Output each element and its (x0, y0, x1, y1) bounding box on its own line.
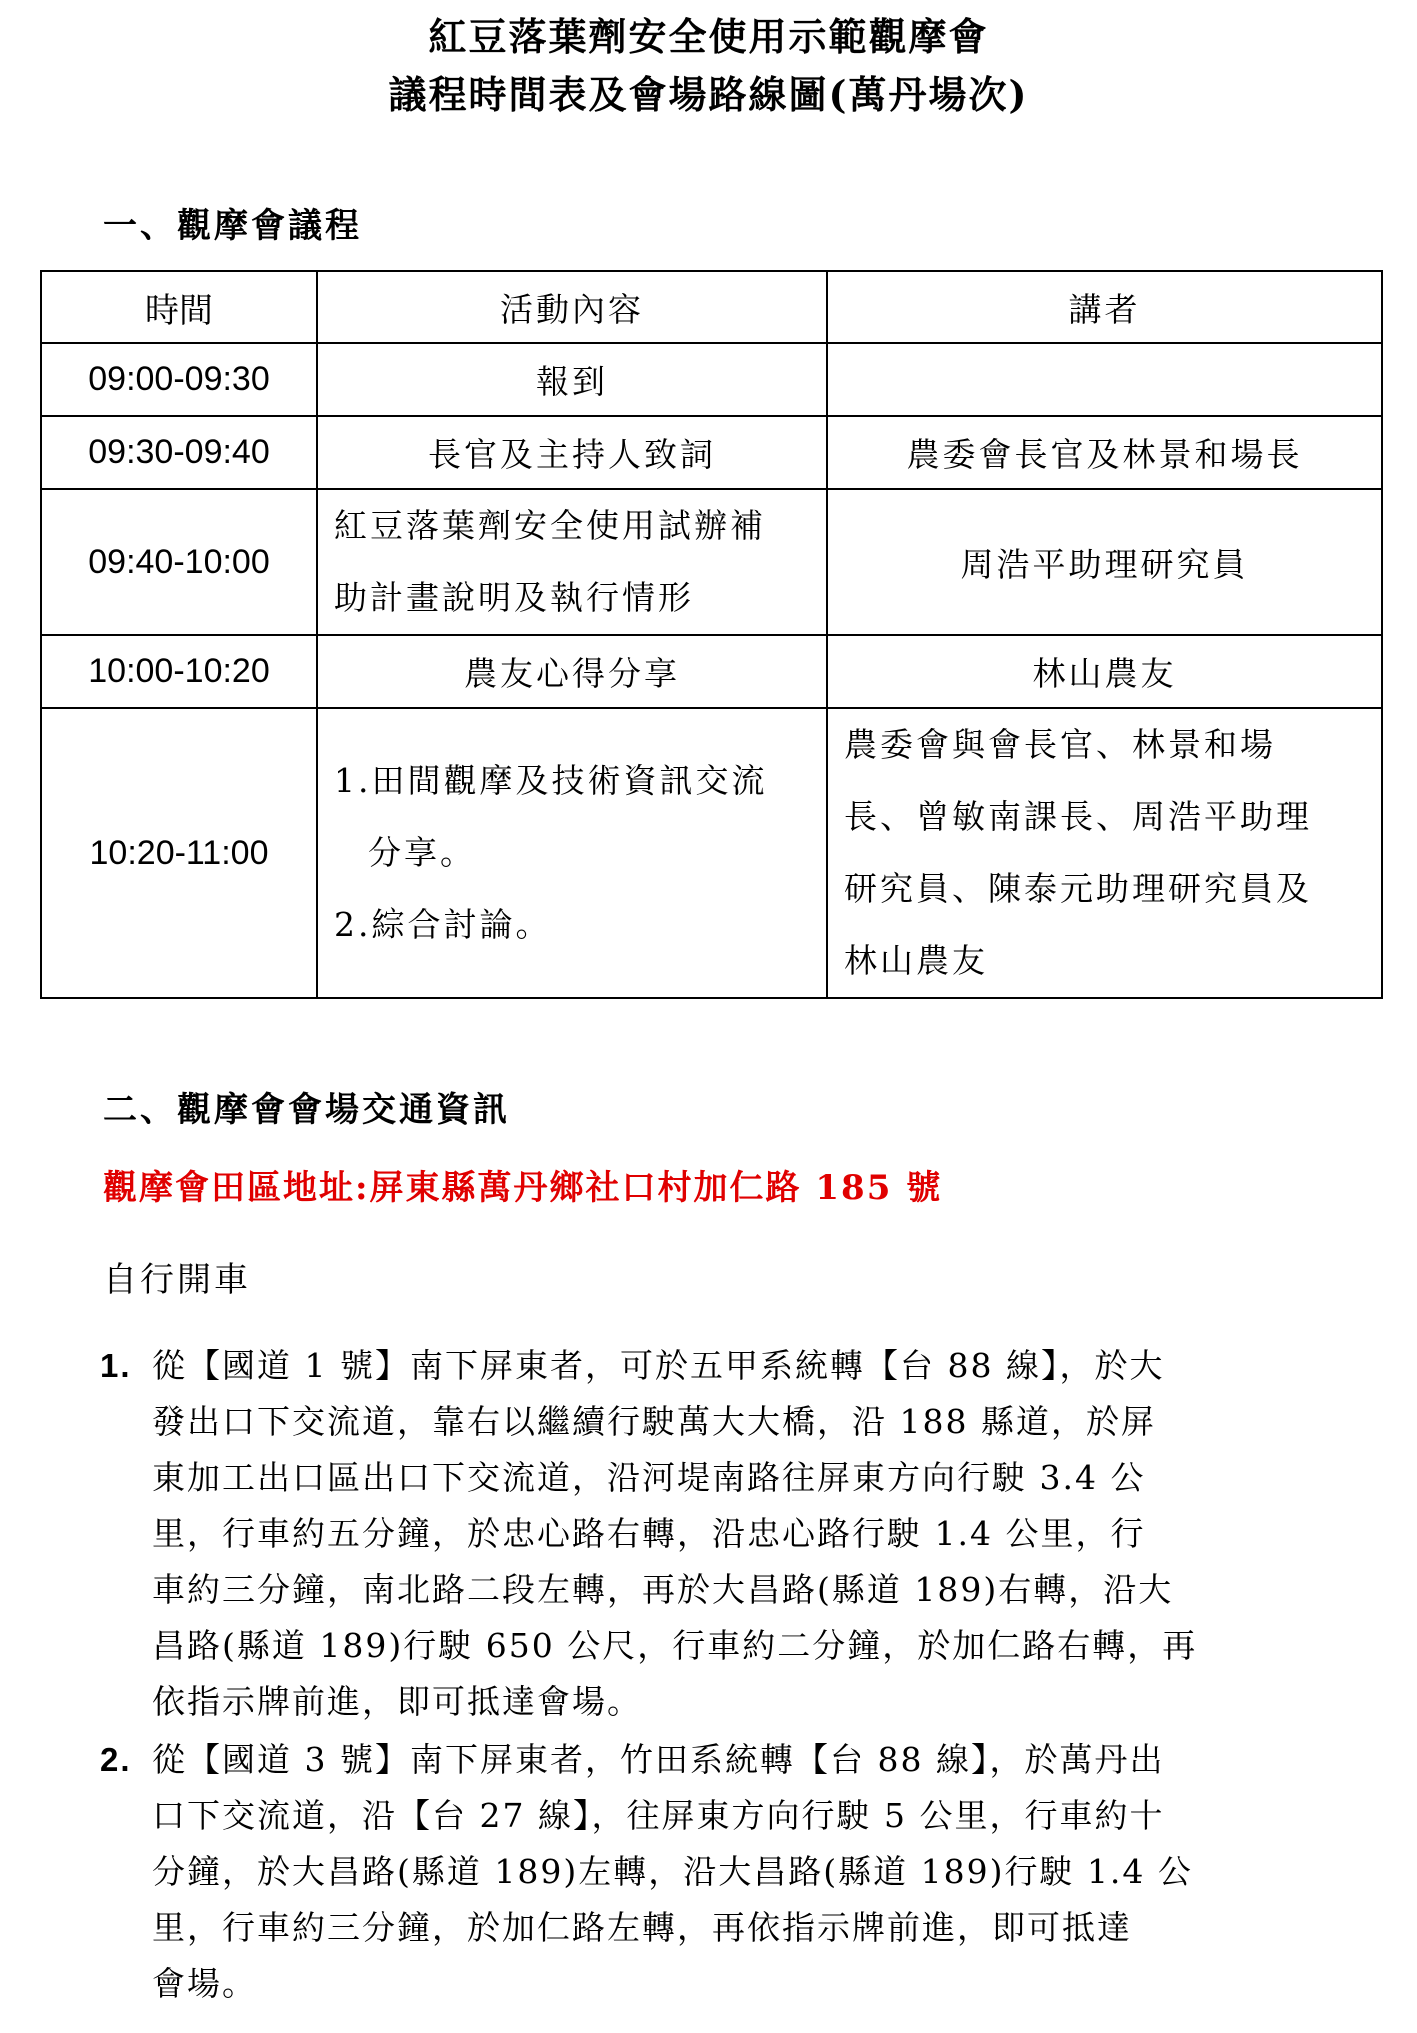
activity-text: 2.綜合討論。 (334, 905, 552, 944)
self-drive-label: 自行開車 (103, 1260, 251, 1300)
speaker-cell (827, 708, 1382, 998)
route-line: 東加工出口區出口下交流道，沿河堤南路往屏東方向行駛 3.4 公 (152, 1458, 1146, 1497)
column-header-speaker: 講者 (827, 271, 1382, 343)
venue-address: 觀摩會田區地址:屏東縣萬丹鄉社口村加仁路 185 號 (103, 1168, 943, 1208)
route-line: 發出口下交流道，靠右以繼續行駛萬大大橋，沿 188 縣道，於屏 (152, 1402, 1156, 1441)
time-cell: 10:20-11:00 (41, 708, 317, 998)
activity-text: 助計畫說明及執行情形 (334, 578, 694, 617)
speaker-text: 林山農友 (844, 941, 988, 980)
speaker-text: 農委會與會長官、林景和場 (844, 725, 1276, 764)
time-cell: 09:40-10:00 (41, 489, 317, 635)
speaker-cell (827, 416, 1382, 489)
route-item-2 (100, 1732, 1250, 2012)
column-header-activity: 活動內容 (317, 271, 827, 343)
activity-cell (317, 635, 827, 708)
speaker-text: 農委會長官及林景和場長 (906, 435, 1303, 474)
document-title-line2: 議程時間表及會場路線圖(萬丹場次) (388, 72, 1029, 117)
table-row (41, 708, 1382, 998)
table-row (41, 416, 1382, 489)
section-heading-transport: 二、觀摩會會場交通資訊 (103, 1090, 510, 1130)
section-heading-agenda: 一、觀摩會議程 (103, 206, 362, 246)
route-line: 從【國道 1 號】南下屏東者，可於五甲系統轉【台 88 線】，於大 (152, 1346, 1165, 1385)
route-line: 依指示牌前進，即可抵達會場。 (152, 1682, 642, 1721)
speaker-text: 周浩平助理研究員 (960, 544, 1249, 584)
route-text (152, 1338, 1252, 1730)
table-row (41, 635, 1382, 708)
route-item-1 (100, 1338, 1250, 1728)
activity-text: 分享。 (368, 833, 476, 872)
column-header-time: 時間 (41, 271, 317, 343)
activity-text: 1.田間觀摩及技術資訊交流 (334, 761, 768, 800)
activity-cell (317, 489, 827, 635)
speaker-text: 長、曾敏南課長、周浩平助理 (844, 797, 1312, 836)
table-header-row (41, 271, 1382, 343)
time-cell: 10:00-10:20 (41, 635, 317, 708)
document-title-line1: 紅豆落葉劑安全使用示範觀摩會 (428, 14, 989, 59)
speaker-cell (827, 635, 1382, 708)
activity-text: 農友心得分享 (464, 654, 680, 693)
table-row (41, 343, 1382, 416)
route-line: 車約三分鐘，南北路二段左轉，再於大昌路(縣道 189)右轉，沿大 (152, 1570, 1174, 1609)
route-number: 1. (100, 1347, 132, 1384)
activity-text: 報到 (536, 362, 608, 401)
time-cell: 09:00-09:30 (41, 343, 317, 416)
agenda-table (40, 270, 1383, 999)
speaker-text: 林山農友 (1032, 654, 1177, 693)
route-line: 口下交流道，沿【台 27 線】，往屏東方向行駛 5 公里，行車約十 (152, 1796, 1165, 1835)
route-line: 會場。 (152, 1964, 257, 2003)
route-number: 2. (100, 1741, 132, 1778)
speaker-cell (827, 343, 1382, 416)
speaker-cell (827, 489, 1382, 635)
activity-cell (317, 708, 827, 998)
route-line: 里，行車約五分鐘，於忠心路右轉，沿忠心路行駛 1.4 公里，行 (152, 1514, 1146, 1553)
activity-text: 長官及主持人致詞 (428, 435, 716, 474)
route-line: 里，行車約三分鐘，於加仁路左轉，再依指示牌前進，即可抵達 (152, 1908, 1132, 1947)
activity-cell (317, 343, 827, 416)
route-line: 分鐘，於大昌路(縣道 189)左轉，沿大昌路(縣道 189)行駛 1.4 公 (152, 1852, 1193, 1891)
route-line: 昌路(縣道 189)行駛 650 公尺，行車約二分鐘，於加仁路右轉，再 (152, 1626, 1198, 1665)
speaker-text: 研究員、陳泰元助理研究員及 (844, 869, 1312, 908)
table-row (41, 489, 1382, 635)
route-line: 從【國道 3 號】南下屏東者，竹田系統轉【台 88 線】，於萬丹出 (152, 1740, 1165, 1779)
activity-text: 紅豆落葉劑安全使用試辦補 (334, 506, 766, 545)
route-text (152, 1732, 1252, 2012)
activity-cell (317, 416, 827, 489)
time-cell: 09:30-09:40 (41, 416, 317, 489)
